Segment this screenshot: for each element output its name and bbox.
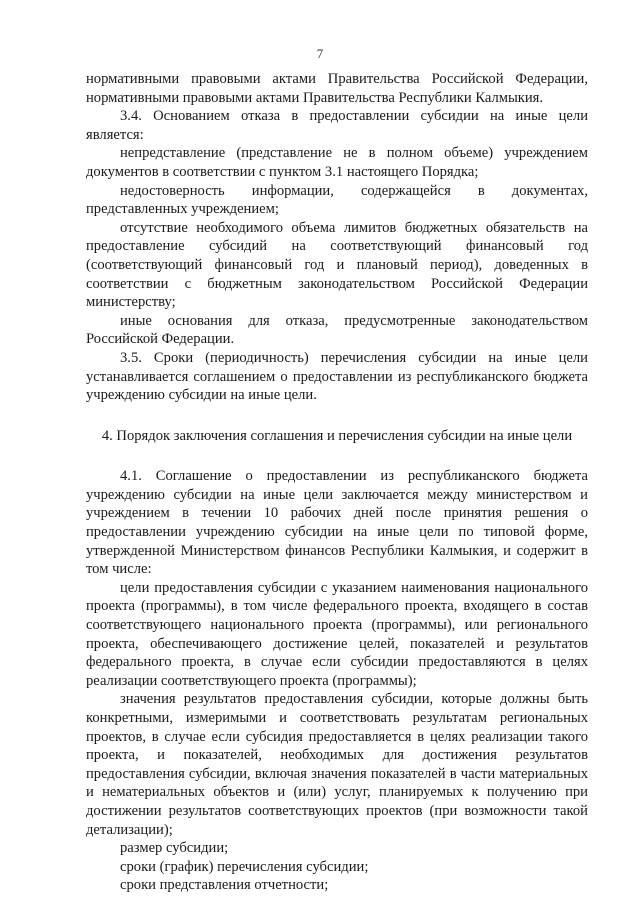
paragraph-4-1: 4.1. Соглашение о предоставлении из республиканского бюджета учреждению субсидии на иные цели заключается между министерством и учреждением в течении 10 рабочих дней после принятия решения о предоставлении учреждению субсидии на иные цели по типовой форме, утвержденной Министерством финансов Республики Калмыкия, и содержит в том числе:: [86, 468, 588, 578]
section-heading: 4. Порядок заключения соглашения и перечисления субсидии на иные цели: [101, 427, 573, 444]
paragraph-3-4: 3.4. Основанием отказа в предоставлении субсидии на иные цели является:: [86, 108, 588, 143]
page-number: 7: [316, 46, 324, 61]
paragraph-item-goals: цели предоставления субсидии с указанием наименования национального проекта (программы), в том числе федерального проекта, входящего в состав соответствующего национального проекта (программы), или регионального проекта, обеспечивающего достижение целей, показателей и результатов федерального проекта, в случае если субсидии предоставляются в целях реализации соответствующего проекта (программы);: [86, 579, 588, 689]
paragraph-refusal-ground-4: иные основания для отказа, предусмотренные законодательством Российской Федерации.: [86, 312, 588, 348]
paragraph-item-reporting: сроки представления отчетности;: [120, 877, 329, 894]
paragraph-refusal-ground-3: отсутствие необходимого объема лимитов бюджетных обязательств на предоставление субсидий на соответствующий финансовый год (соответствующий финансовый год и плановый период), доведенных в соответствии с бюджетным законодательством Российской Федерации министерству;: [86, 219, 588, 311]
paragraph-3-5: 3.5. Сроки (периодичность) перечисления субсидии на иные цели устанавливается соглашением о предоставлении из республиканского бюджета учреждению субсидии на иные цели.: [86, 349, 588, 404]
paragraph-item-results: значения результатов предоставления субсидии, которые должны быть конкретными, измеримыми и соответствовать результатам региональных проектов, в случае если субсидия предоставляется в целях реализации такого проекта, и показателей, необходимых для достижения результатов предоставления субсидии, включая значения показателей в части материальных и нематериальных объектов и (или) услуг, планируемых к получению при достижении результатов соответствующих проектов (при возможности такой детализации);: [86, 691, 588, 838]
paragraph-item-amount: размер субсидии;: [120, 840, 229, 857]
document-body: [86, 70, 588, 895]
paragraph-continuation: нормативными правовыми актами Правительства Российской Федерации, нормативными правовыми актами Правительства Республики Калмыкия.: [86, 71, 588, 106]
paragraph-item-schedule: сроки (график) перечисления субсидии;: [120, 858, 369, 875]
paragraph-refusal-ground-2: недостоверность информации, содержащейся в документах, представленных учреждением;: [86, 182, 588, 218]
paragraph-refusal-ground-1: непредставление (представление не в полном объеме) учреждением документов в соответствии с пунктом 3.1 настоящего Порядка;: [86, 145, 588, 180]
